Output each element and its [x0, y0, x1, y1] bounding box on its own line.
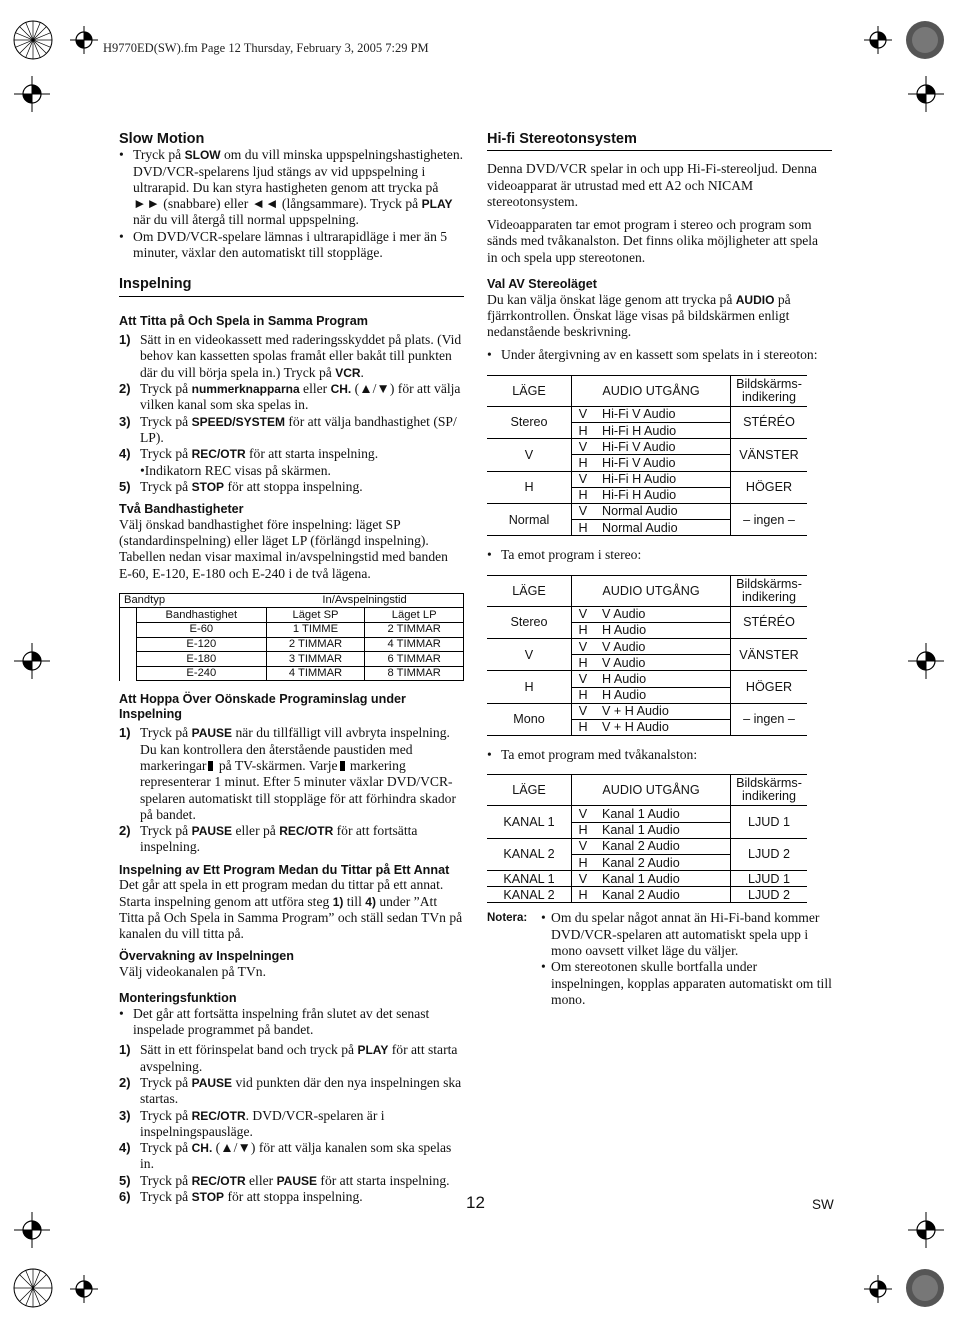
table-row — [487, 439, 807, 455]
table-cell: V — [572, 503, 595, 519]
page-number: 12 — [466, 1193, 485, 1212]
table-cell: H — [487, 671, 572, 703]
table-cell: V — [572, 439, 595, 455]
pause-marker-icon — [340, 761, 345, 771]
list-item: • Ta emot program i stereo: — [487, 547, 832, 563]
list-item: • Under återgivning av en kassett som spelats in i stereoton: — [487, 347, 832, 363]
note-item: • Om du spelar något annat än Hi-Fi-band kommer DVD/VCR-spelaren att automatiskt spela upp i mono oavsett vilket läge du väljer. — [541, 910, 832, 959]
table-row — [487, 887, 807, 903]
table-header: Bildskärms-indikering — [731, 375, 808, 406]
table-header: Bandtyp — [120, 593, 267, 608]
crosshair-icon — [864, 1275, 892, 1303]
table-cell: 8 TIMMAR — [365, 666, 464, 681]
table-cell: 4 TIMMAR — [266, 666, 365, 681]
registration-starburst-icon — [13, 1268, 53, 1308]
table-cell: Hi-Fi H Audio — [594, 422, 731, 438]
table-cell: V — [572, 638, 595, 654]
table-row — [120, 652, 464, 667]
paragraph: Välj videokanalen på TVn. — [119, 963, 266, 979]
table-cell: LJUD 2 — [731, 838, 808, 870]
stereo-table-receive — [487, 575, 807, 737]
table-header: Läget SP — [266, 608, 365, 623]
step-item: 5) Tryck på REC/OTR eller PAUSE för att starta inspelning. — [119, 1172, 450, 1188]
table-header: In/Avspelningstid — [266, 593, 463, 608]
table-cell: Stereo — [487, 406, 572, 438]
crosshair-icon — [908, 76, 944, 112]
note-label: Notera: — [487, 912, 528, 925]
table-cell: VÄNSTER — [731, 638, 808, 670]
registration-starburst-icon — [13, 20, 53, 60]
step-item: 2) Tryck på PAUSE eller på REC/OTR för att fortsätta inspelning. — [119, 823, 418, 855]
table-cell: V — [572, 871, 595, 887]
step-item: 1) Sätt in ett förinspelat band och tryck på PLAY för att starta avspelning. — [119, 1042, 458, 1074]
table-header: LÄGE — [487, 375, 572, 406]
crosshair-icon — [14, 76, 50, 112]
step-item: 4) Tryck på REC/OTR för att starta inspelning. •Indikatorn REC visas på skärmen. — [119, 446, 379, 478]
table-cell: Kanal 2 Audio — [594, 838, 731, 854]
table-cell: H — [572, 455, 595, 471]
table-cell: V Audio — [594, 638, 731, 654]
table-header: Bildskärms-indikering — [731, 775, 808, 806]
table-cell: H — [572, 655, 595, 671]
table-cell: Hi-Fi V Audio — [594, 439, 731, 455]
step-item: 6) Tryck på STOP för att stoppa inspelning. — [119, 1189, 363, 1205]
crosshair-icon — [908, 1212, 944, 1248]
table-cell: E-240 — [137, 666, 267, 681]
table-cell: H Audio — [594, 671, 731, 687]
subsection-title: Att Hoppa Över Oönskade Programinslag under Inspelning — [119, 692, 406, 721]
table-cell: H — [572, 422, 595, 438]
crosshair-icon — [70, 1275, 98, 1303]
table-cell: KANAL 2 — [487, 887, 572, 903]
step-item: 2) Tryck på nummerknapparna eller CH. (▲/▼) för att välja vilken kanal som ska spelas in. — [119, 381, 461, 413]
crosshair-icon — [864, 26, 892, 54]
subsection-title: Att Titta på Och Spela in Samma Program — [119, 313, 368, 328]
paragraph: Denna DVD/VCR spelar in och upp Hi-Fi-stereoljud. Denna videoapparat är utrustad med ett A2 och NICAM stereotonsystem. — [487, 161, 817, 209]
table-cell: – ingen – — [731, 503, 808, 535]
table-cell: Hi-Fi V Audio — [594, 406, 731, 422]
table-header: AUDIO UTGÅNG — [572, 775, 731, 806]
table-cell: Kanal 1 Audio — [594, 822, 731, 838]
table-cell: 3 TIMMAR — [266, 652, 365, 667]
band-table — [119, 593, 464, 682]
page-code: SW — [812, 1197, 834, 1212]
table-cell: Hi-Fi H Audio — [594, 471, 731, 487]
table-cell: STÉRÉO — [731, 406, 808, 438]
table-cell: E-180 — [137, 652, 267, 667]
left-column — [119, 131, 464, 1205]
stereo-table-dual-channel — [487, 774, 807, 903]
table-cell: H — [572, 887, 595, 903]
table-cell: V + H Audio — [594, 703, 731, 719]
table-cell: V + H Audio — [594, 719, 731, 735]
table-cell: E-120 — [137, 637, 267, 652]
subsection-title: Monteringsfunktion — [119, 991, 237, 1006]
table-cell: LJUD 1 — [731, 871, 808, 887]
registration-gray-circle-icon — [905, 1268, 945, 1308]
table-cell: H — [572, 520, 595, 536]
crosshair-icon — [70, 26, 98, 54]
table-cell: Kanal 2 Audio — [594, 854, 731, 870]
list-item: • Om DVD/VCR-spelare lämnas i ultrarapidläge i mer än 5 minuter, växlar den automatiskt till stoppläge. — [119, 229, 464, 262]
table-cell: E-60 — [137, 623, 267, 638]
table-cell: H — [572, 719, 595, 735]
table-header: Läget LP — [365, 608, 464, 623]
table-cell: Stereo — [487, 606, 572, 638]
crosshair-icon — [14, 643, 50, 679]
table-row — [487, 703, 807, 719]
pause-marker-icon — [208, 761, 213, 771]
table-cell: H — [572, 854, 595, 870]
crosshair-icon — [14, 1212, 50, 1248]
table-cell: Kanal 1 Audio — [594, 806, 731, 822]
table-cell: KANAL 1 — [487, 871, 572, 887]
step-item: 4) Tryck på CH. (▲/▼) för att välja kanalen som ska spelas in. — [119, 1140, 452, 1172]
subsection-title: Två Bandhastigheter — [119, 502, 244, 517]
subsection-title: Övervakning av Inspelningen — [119, 949, 294, 964]
table-cell: 2 TIMMAR — [365, 623, 464, 638]
table-cell: STÉRÉO — [731, 606, 808, 638]
table-row — [120, 666, 464, 681]
table-cell: LJUD 2 — [731, 887, 808, 903]
table-cell: VÄNSTER — [731, 439, 808, 471]
table-row — [487, 503, 807, 519]
table-header: AUDIO UTGÅNG — [572, 575, 731, 606]
table-cell: Hi-Fi H Audio — [594, 487, 731, 503]
table-cell: 2 TIMMAR — [266, 637, 365, 652]
table-row — [120, 623, 464, 638]
note-block — [487, 910, 832, 1008]
table-cell: Hi-Fi V Audio — [594, 455, 731, 471]
right-column — [487, 131, 832, 1008]
table-cell: Normal Audio — [594, 503, 731, 519]
table-header: LÄGE — [487, 575, 572, 606]
section-title: Hi-fi Stereotonsystem — [487, 131, 832, 151]
table-cell: V — [572, 806, 595, 822]
paragraph: Du kan välja önskat läge genom att trycka på AUDIO på fjärrkontrollen. Önskat läge visas på bildskärmen enligt nedanstående beskrivning. — [487, 291, 791, 340]
table-cell: V — [572, 671, 595, 687]
step-item: 1) Sätt in en videokassett med raderingsskyddet på plats. (Vid behov kan kassetten spolas framåt eller bakåt till punkten där du vill börja spela in.) Tryck på VCR. — [119, 332, 462, 380]
table-header: AUDIO UTGÅNG — [572, 375, 731, 406]
table-cell: Kanal 1 Audio — [594, 871, 731, 887]
table-header: LÄGE — [487, 775, 572, 806]
table-row — [120, 637, 464, 652]
subsection-title: Val AV Stereoläget — [487, 277, 597, 292]
table-row — [487, 838, 807, 854]
step-item: 3) Tryck på SPEED/SYSTEM för att välja bandhastighet (SP/ LP). — [119, 413, 457, 445]
table-cell: H — [572, 487, 595, 503]
table-cell: V Audio — [594, 655, 731, 671]
table-header: Bildskärms-indikering — [731, 575, 808, 606]
table-cell: V — [572, 703, 595, 719]
table-cell: 6 TIMMAR — [365, 652, 464, 667]
table-cell: 4 TIMMAR — [365, 637, 464, 652]
paragraph: Videoapparaten tar emot program i stereo och program som sänds med tvåkanalston. Det finns olika möjligheter att spela in och spela upp stereotonen. — [487, 217, 819, 265]
table-cell: H — [487, 471, 572, 503]
step-item: 3) Tryck på REC/OTR. DVD/VCR-spelaren är i inspelningspausläge. — [119, 1107, 385, 1139]
step-item: 1) Tryck på PAUSE när du tillfälligt vill avbryta inspelning. Du kan kontrollera den återstående paustiden med markeringar på TV-skärmen. Varje markering representerar 1 minut. Efter 5 minuter växlar DVD/VCR-spelaren automatiskt till stoppläge för att förhindra skador på bandet. — [119, 725, 456, 822]
table-row — [487, 606, 807, 622]
table-header: Bandhastighet — [137, 608, 267, 623]
list-item: • Ta emot program med tvåkanalston: — [487, 747, 832, 763]
stereo-table-playback — [487, 375, 807, 537]
table-cell: H Audio — [594, 622, 731, 638]
table-cell: Normal Audio — [594, 520, 731, 536]
table-row — [487, 638, 807, 654]
step-item: 2) Tryck på PAUSE vid punkten där den nya inspelningen ska startas. — [119, 1074, 462, 1107]
table-cell: KANAL 1 — [487, 806, 572, 838]
table-cell: H — [572, 622, 595, 638]
paragraph: Välj önskad bandhastighet före inspelning: läget SP (standardinspelning) eller läget LP (förlängd inspelning). Tabellen nedan visar maximal in/avspelningstid med banden E-60, E-120, E-180 och E-240 i de två lägena. — [119, 516, 448, 581]
registration-gray-circle-icon — [905, 20, 945, 60]
table-cell: V — [487, 638, 572, 670]
table-cell: H Audio — [594, 687, 731, 703]
table-row — [487, 871, 807, 887]
table-cell: V — [572, 406, 595, 422]
table-cell: Normal — [487, 503, 572, 535]
table-cell: V — [572, 838, 595, 854]
section-title: Slow Motion — [119, 131, 205, 147]
table-cell: Kanal 2 Audio — [594, 887, 731, 903]
table-cell: LJUD 1 — [731, 806, 808, 838]
crosshair-icon — [908, 643, 944, 679]
table-cell: H — [572, 687, 595, 703]
subsection-title: Inspelning av Ett Program Medan du Tittar på Ett Annat — [119, 862, 450, 877]
list-item: • Tryck på SLOW om du vill minska uppspelningshastigheten. DVD/VCR-spelarens ljud stängs av vid uppspelning i ultrarapid. Du kan styra hastigheten genom att trycka på ►► (snabbare) eller ◄◄ (långsammare). Tryck på PLAY när du vill återgå till normal uppspelning. — [119, 147, 464, 228]
table-cell: V — [572, 471, 595, 487]
table-cell: 1 TIMME — [266, 623, 365, 638]
table-cell: Mono — [487, 703, 572, 735]
table-cell: HÖGER — [731, 671, 808, 703]
table-cell: H — [572, 822, 595, 838]
table-row — [487, 806, 807, 822]
table-cell: V — [487, 439, 572, 471]
table-row — [487, 471, 807, 487]
table-row — [487, 406, 807, 422]
paragraph: Det går att spela in ett program medan du tittar på ett annat. Starta inspelning genom att utföra steg 1) till 4) under ”Att Titta på Och Spela in Samma Program” och ställ sedan TVn på kanalen du vill titta på. — [119, 877, 463, 942]
section-title: Inspelning — [119, 276, 464, 296]
table-cell: V Audio — [594, 606, 731, 622]
step-item: 5) Tryck på STOP för att stoppa inspelning. — [119, 478, 363, 494]
table-cell: HÖGER — [731, 471, 808, 503]
note-item: • Om stereotonen skulle bortfalla under inspelningen, kopplas apparaten automatiskt om till mono. — [541, 959, 832, 1008]
table-cell: KANAL 2 — [487, 838, 572, 870]
list-item: • Det går att fortsätta inspelning från slutet av det senast inspelade programmet på bandet. — [119, 1006, 464, 1039]
table-cell: V — [572, 606, 595, 622]
page-header: H9770ED(SW).fm Page 12 Thursday, February 3, 2005 7:29 PM — [103, 41, 429, 55]
table-cell: – ingen – — [731, 703, 808, 735]
table-row — [487, 671, 807, 687]
